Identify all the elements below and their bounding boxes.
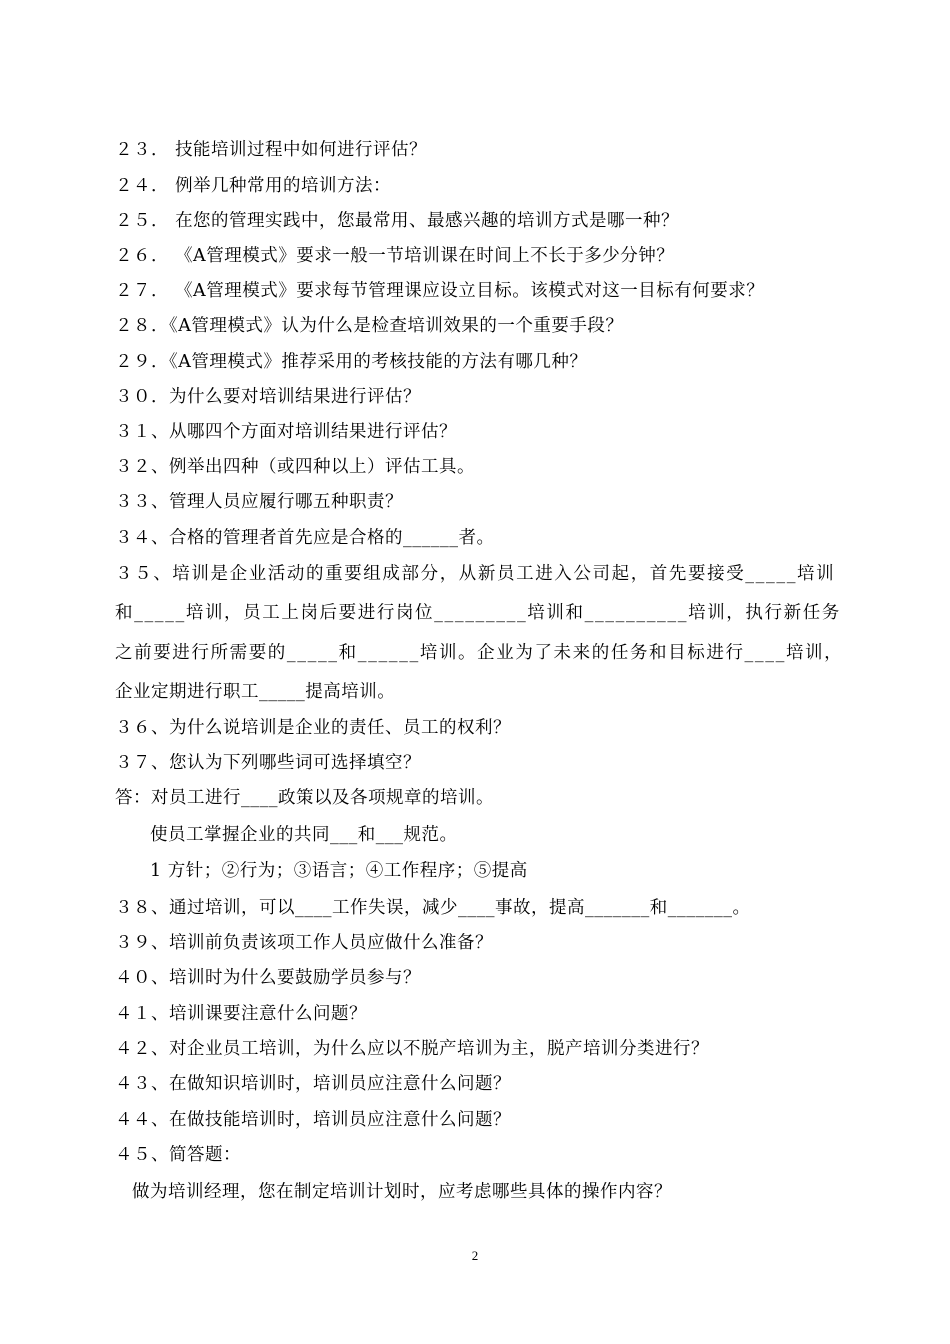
question-41: ４１、培训课要注意什么问题？: [115, 1004, 367, 1024]
answer-37-options: 1 方针；②行为；③语言；④工作程序；⑤提高: [150, 861, 528, 881]
question-34: ３４、合格的管理者首先应是合格的______者。: [115, 528, 495, 548]
question-23: ２３． 技能培训过程中如何进行评估？: [115, 140, 428, 160]
question-35-cont-1: 和_____培训，员工上岗后要进行岗位_________培训和__________培训，执行新任务: [115, 603, 841, 623]
question-39: ３９、培训前负责该项工作人员应做什么准备？: [115, 933, 493, 953]
question-44: ４４、在做技能培训时，培训员应注意什么问题？: [115, 1110, 511, 1130]
answer-37-line-2: 使员工掌握企业的共同___和___规范。: [150, 825, 458, 845]
question-33: ３３、管理人员应履行哪五种职责？: [115, 492, 403, 512]
question-42: ４２、对企业员工培训，为什么应以不脱产培训为主，脱产培训分类进行？: [115, 1039, 709, 1059]
question-38: ３８、通过培训，可以____工作失误，减少____事故，提高_______和_______。: [115, 898, 751, 918]
answer-37-line-1: 答：对员工进行____政策以及各项规章的培训。: [115, 788, 494, 808]
question-27: ２７． 《A管理模式》要求每节管理课应设立目标。该模式对这一目标有何要求？: [115, 281, 765, 301]
question-40: ４０、培训时为什么要鼓励学员参与？: [115, 968, 421, 988]
question-30: ３０．为什么要对培训结果进行评估？: [115, 387, 421, 407]
question-43: ４３、在做知识培训时，培训员应注意什么问题？: [115, 1074, 511, 1094]
question-45-prompt: 做为培训经理，您在制定培训计划时，应考虑哪些具体的操作内容？: [132, 1182, 672, 1202]
question-29: ２９．《A管理模式》推荐采用的考核技能的方法有哪几种？: [115, 352, 588, 372]
question-31: ３１、从哪四个方面对培训结果进行评估？: [115, 422, 457, 442]
question-25: ２５． 在您的管理实践中，您最常用、最感兴趣的培训方式是哪一种？: [115, 211, 680, 231]
question-32: ３２、例举出四种（或四种以上）评估工具。: [115, 457, 475, 477]
question-35: ３５、培训是企业活动的重要组成部分，从新员工进入公司起，首先要接受_____培训: [115, 564, 836, 584]
question-35-cont-2: 之前要进行所需要的_____和______培训。企业为了未来的任务和目标进行____培训，: [115, 643, 844, 663]
question-26: ２６． 《A管理模式》要求一般一节培训课在时间上不长于多少分钟？: [115, 246, 675, 266]
question-28: ２８．《A管理模式》认为什么是检查培训效果的一个重要手段？: [115, 316, 624, 336]
page-number: 2: [471, 1248, 479, 1263]
question-35-cont-3: 企业定期进行职工_____提高培训。: [115, 682, 396, 702]
question-37: ３７、您认为下列哪些词可选择填空？: [115, 753, 421, 773]
question-24: ２４． 例举几种常用的培训方法：: [115, 176, 392, 196]
question-36: ３６、为什么说培训是企业的责任、员工的权利？: [115, 718, 511, 738]
question-45: ４５、简答题：: [115, 1145, 241, 1165]
